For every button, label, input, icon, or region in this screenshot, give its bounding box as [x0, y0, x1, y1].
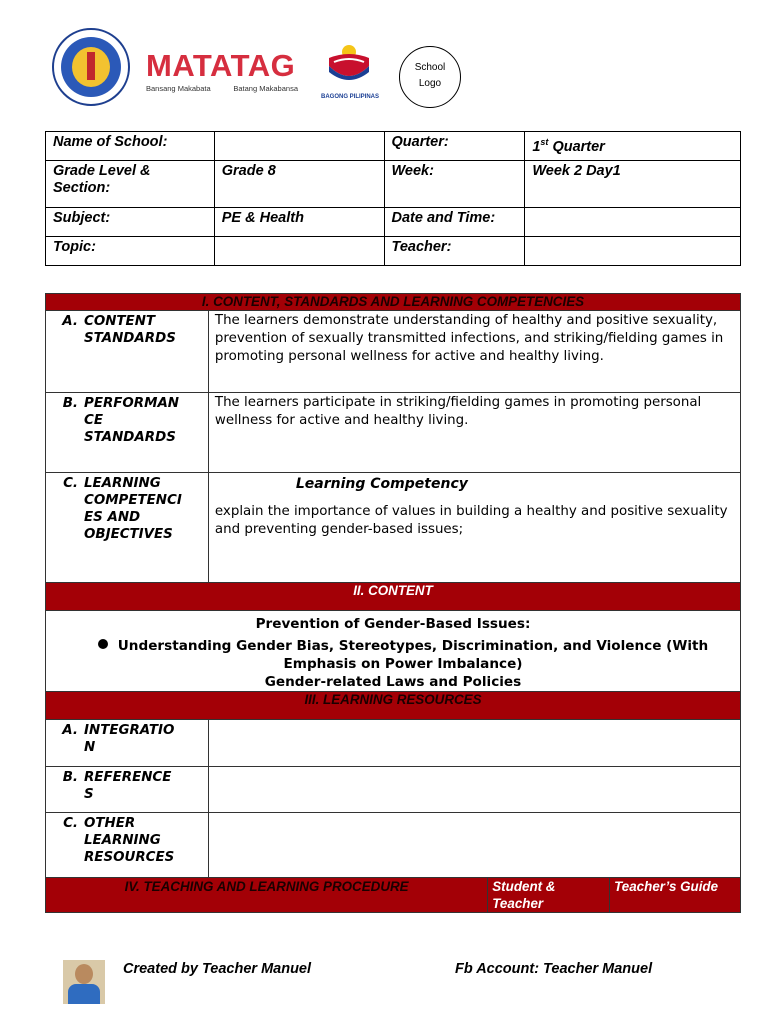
section-4-heading: IV. TEACHING AND LEARNING PROCEDURE — [46, 878, 488, 913]
week-value[interactable]: Week 2 Day1 — [525, 161, 741, 208]
section-3-header — [46, 692, 741, 720]
week-label: Week: — [384, 161, 525, 208]
matatag-tagline-left: Bansang Makabata — [146, 84, 211, 93]
section-4-header — [46, 878, 741, 913]
school-logo-placeholder — [399, 46, 461, 108]
subject-value[interactable]: PE & Health — [214, 208, 384, 237]
bagong-pilipinas-caption: BAGONG PILIPINAS — [320, 94, 379, 100]
teacher-value[interactable] — [525, 237, 741, 266]
performance-standards-text: The learners participate in striking/fielding games in promoting personal wellness for active and healthy living. — [208, 393, 740, 473]
content-cell — [46, 611, 741, 692]
matatag-logo — [146, 50, 298, 93]
section-3-heading: III. LEARNING RESOURCES — [46, 692, 741, 720]
references-value[interactable] — [208, 767, 740, 813]
learning-competencies-cell — [208, 473, 740, 583]
learning-competency-heading: Learning Competency — [295, 476, 468, 492]
teachers-guide-column: Teacher’s Guide — [610, 878, 741, 913]
bagong-pilipinas-logo — [318, 38, 382, 108]
content-standards-label: A. CONTENT STANDARDS — [46, 311, 209, 393]
teacher-label: Teacher: — [384, 237, 525, 266]
school-logo-line1: School — [414, 62, 446, 73]
subject-label: Subject: — [46, 208, 215, 237]
content-line-3: Gender-related Laws and Policies — [264, 674, 522, 690]
other-resources-value[interactable] — [208, 813, 740, 878]
learning-competency-text: explain the importance of values in building a healthy and positive sexuality and preventing gender-based issues; — [214, 504, 728, 537]
bagong-pilipinas-icon — [326, 42, 372, 86]
matatag-wordmark: MATATAG — [146, 48, 296, 83]
deped-seal-icon — [52, 28, 130, 106]
content-line-2: Understanding Gender Bias, Stereotypes, Discrimination, and Violence (With Emphasis on Power Imbalance) — [117, 638, 709, 672]
section-1-header — [46, 294, 741, 311]
school-logo-line2: Logo — [418, 78, 442, 89]
learning-competencies-label: C. LEARNING COMPETENCI ES AND OBJECTIVES — [46, 473, 209, 583]
date-time-label: Date and Time: — [384, 208, 525, 237]
grade-level-value[interactable]: Grade 8 — [214, 161, 384, 208]
bullet-icon — [98, 639, 108, 649]
footer — [63, 958, 743, 1008]
lesson-plan-table — [45, 293, 741, 913]
fb-account-text: Fb Account: Teacher Manuel — [455, 961, 653, 977]
integration-label: A. INTEGRATIO N — [46, 720, 209, 767]
grade-level-label: Grade Level & Section: — [46, 161, 215, 208]
topic-label: Topic: — [46, 237, 215, 266]
section-2-heading: II. CONTENT — [46, 583, 741, 611]
name-of-school-value[interactable] — [214, 132, 384, 161]
matatag-tagline-right: Batang Makabansa — [233, 84, 298, 93]
section-1-heading: I. CONTENT, STANDARDS AND LEARNING COMPETENCIES — [46, 294, 741, 311]
references-label: B. REFERENCE S — [46, 767, 209, 813]
date-time-value[interactable] — [525, 208, 741, 237]
header-info-table — [45, 131, 741, 266]
section-2-header — [46, 583, 741, 611]
teacher-avatar — [63, 960, 105, 1004]
quarter-label: Quarter: — [384, 132, 525, 161]
performance-standards-label: B. PERFORMAN CE STANDARDS — [46, 393, 209, 473]
other-resources-label: C. OTHER LEARNING RESOURCES — [46, 813, 209, 878]
created-by-text: Created by Teacher Manuel — [123, 961, 312, 977]
topic-value[interactable] — [214, 237, 384, 266]
name-of-school-label: Name of School: — [46, 132, 215, 161]
quarter-value[interactable]: 1st Quarter — [525, 132, 741, 161]
student-teacher-column: Student & Teacher — [488, 878, 610, 913]
integration-value[interactable] — [208, 720, 740, 767]
content-line-1: Prevention of Gender-Based Issues: — [255, 616, 531, 632]
content-standards-text: The learners demonstrate understanding of healthy and positive sexuality, prevention of sexually transmitted infections, and striking/fielding games in promoting personal wellness for active and healthy living. — [208, 311, 740, 393]
